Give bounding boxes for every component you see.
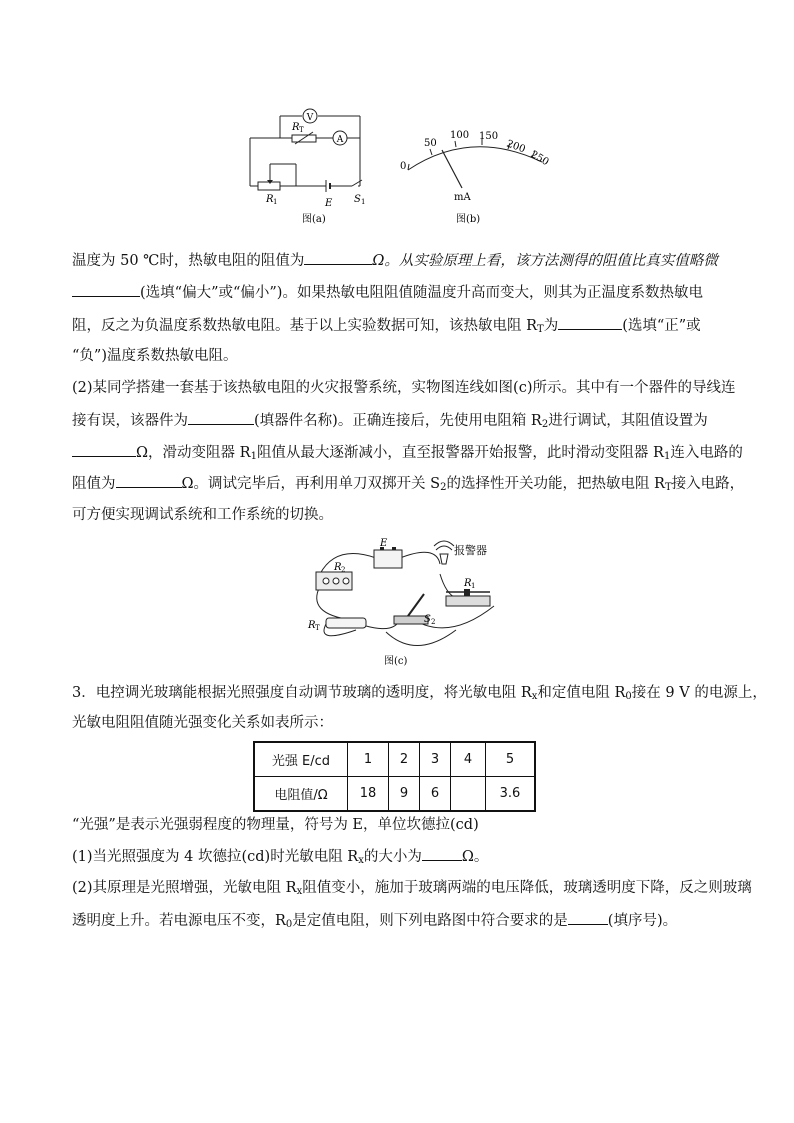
q3-q1-text-a: (1)当光照强度为 4 坎德拉(cd)时光敏电阻 R: [72, 849, 359, 865]
q3-text-a: 3．电控调光玻璃能根据光照强度自动调节玻璃的透明度，将光敏电阻 R: [72, 685, 532, 701]
voltmeter-label: V: [306, 113, 314, 123]
para2-text-d: 进行调试，其阻值设置为: [548, 413, 708, 429]
para2-line4: [72, 473, 744, 498]
para2-text-f: 阻值从最大逐渐减小，直至报警器开始报警，此时滑动变阻器 R: [256, 445, 664, 461]
table-cell: 18: [348, 777, 389, 812]
q3-text-d: 光敏电阻阻值随光强变化关系如表所示：: [72, 715, 333, 731]
q3-q1-text-b: 的大小为: [363, 849, 422, 865]
q3-text-c: 接在 9 V 的电源上，: [631, 685, 767, 701]
meter-tick-100: 100: [450, 130, 470, 141]
para2-text-g: 连入电路的: [670, 445, 743, 461]
para1-text-g: “负”)温度系数热敏电阻。: [72, 348, 238, 364]
answer-blank-coefficient[interactable]: [558, 315, 622, 330]
para2-text-b: 接有误，该器件为: [72, 413, 188, 429]
para1-text-d: 阻，反之为负温度系数热敏电阻。基于以上实验数据可知，该热敏电阻 R: [72, 318, 538, 334]
fig-c-rt-sub: T: [315, 624, 320, 632]
para1-line2: [72, 282, 703, 303]
r1-label-sub: 1: [273, 198, 278, 206]
q3-sub-b: 0: [625, 691, 632, 702]
para2-text-a: (2)某同学搭建一套基于该热敏电阻的火灾报警系统，实物图连线如图(c)所示。其中有一个器件的导线连: [72, 380, 736, 396]
answer-blank-device[interactable]: [188, 410, 254, 425]
para2-text-h: 阻值为: [72, 476, 116, 492]
para1-line3: [72, 315, 701, 340]
light-resistance-table: [253, 741, 536, 812]
q3-q1-text-c: Ω。: [461, 849, 489, 865]
meter-tick-0: 0: [400, 161, 407, 172]
q3-q3-text-b: 是定值电阻，则下列电路图中符合要求的是: [292, 913, 568, 929]
figure-b-meter: [396, 124, 556, 228]
q3-sub2: [72, 878, 752, 902]
para2-line2: [72, 410, 708, 435]
q3-sub1: [72, 846, 488, 871]
table-cell: 4: [451, 742, 486, 777]
q3-line1: [72, 683, 767, 707]
thermistor-device: [326, 618, 366, 628]
fig-c-s2-sub: 2: [431, 618, 436, 626]
table-header-light: 光强 E/cd: [254, 742, 348, 777]
para1-text-a: 温度为 50 ℃时，热敏电阻的阻值为: [72, 253, 305, 269]
fig-c-r1-label: R: [464, 578, 472, 589]
para2-text-e: Ω，滑动变阻器 R: [136, 445, 251, 461]
switch-device: [394, 616, 428, 624]
q3-q1-sub: x: [358, 855, 364, 866]
q3-q2-text-a: (2)其原理是光照增强，光敏电阻 R: [72, 880, 297, 896]
para2-sub-c: 1: [663, 451, 671, 462]
para2-line3: [72, 442, 743, 467]
para2-line1: [72, 378, 735, 398]
q3-sub-a: x: [531, 691, 538, 702]
q3-note-text: “光强”是表示光强弱程度的物理量，符号为 E，单位坎德拉(cd): [72, 817, 479, 833]
meter-unit: mA: [454, 192, 471, 203]
meter-tick-50: 50: [424, 138, 437, 149]
q3-q3-text-a: 透明度上升。若电源电压不变，R: [72, 913, 286, 929]
table-cell: 5: [486, 742, 536, 777]
meter-needle: [442, 150, 462, 188]
figure-b-caption: 图(b): [456, 214, 481, 225]
fig-c-r1-sub: 1: [471, 582, 476, 590]
table-row: [254, 742, 535, 777]
q3-line2: [72, 713, 333, 733]
q3-note: [72, 815, 479, 835]
para2-text-k: 接入电路，: [671, 476, 745, 492]
para2-line5: [72, 505, 333, 525]
fig-c-s2-label: S: [424, 614, 431, 625]
para1-text-f: (选填“正”或: [622, 318, 701, 334]
answer-blank-circuit[interactable]: [568, 910, 608, 925]
answer-blank-resistance[interactable]: [304, 250, 372, 265]
answer-blank-bias[interactable]: [72, 282, 140, 297]
fig-c-rt-label: R: [308, 620, 316, 631]
table-cell-empty[interactable]: [451, 777, 486, 812]
battery-label: E: [325, 198, 333, 209]
figure-a-caption: 图(a): [302, 214, 326, 225]
fig-c-r2-label: R: [334, 562, 342, 573]
table-cell: 9: [389, 777, 420, 812]
switch-label: S: [354, 194, 361, 205]
table-cell: 3: [420, 742, 451, 777]
q3-q2-text-b: 阻值变小，施加于玻璃两端的电压降低，玻璃透明度下降，反之则玻璃: [302, 880, 752, 896]
alarm-icon: [434, 541, 454, 564]
para1-text-b: Ω。从实验原理上看，该方法测得的阻值比真实值略微: [372, 253, 718, 269]
para1-text-e: 为: [543, 318, 559, 334]
table-cell: 3.6: [486, 777, 536, 812]
table-cell: 6: [420, 777, 451, 812]
para1-line4: [72, 346, 237, 366]
para2-text-i: Ω。调试完毕后，再利用单刀双掷开关 S: [181, 476, 441, 492]
rt-label-sub: T: [299, 126, 304, 134]
battery-box: [374, 550, 402, 568]
para2-text-j: 的选择性开关功能，把热敏电阻 R: [446, 476, 665, 492]
answer-blank-r2-value[interactable]: [72, 442, 136, 457]
figure-c-caption: 图(c): [384, 656, 408, 667]
ammeter-label: A: [336, 135, 344, 145]
answer-blank-r1-value[interactable]: [116, 473, 182, 488]
switch-label-sub: 1: [361, 198, 366, 206]
fig-c-battery-label: E: [380, 538, 388, 549]
fig-c-alarm-label: 报警器: [454, 544, 487, 557]
q3-sub3: [72, 910, 677, 935]
para2-sub-b: 1: [250, 451, 257, 462]
table-cell: 1: [348, 742, 389, 777]
q3-text-b: 和定值电阻 R: [537, 685, 626, 701]
meter-tick-250: 250: [528, 149, 551, 169]
para2-sub-e: T: [664, 482, 672, 493]
meter-tick-150: 150: [479, 131, 499, 142]
table-cell: 2: [389, 742, 420, 777]
r1-label: R: [266, 194, 274, 205]
para1-sub: T: [537, 324, 544, 335]
rheostat-device: [446, 596, 490, 606]
para2-text-l: 可方便实现调试系统和工作系统的切换。: [72, 507, 333, 523]
answer-blank-rx[interactable]: [422, 846, 462, 861]
q3-q3-sub: 0: [285, 919, 293, 930]
fig-c-r2-sub: 2: [341, 566, 346, 574]
rheostat-symbol: [258, 182, 280, 190]
para1-text-c: (选填“偏大”或“偏小”)。如果热敏电阻阻值随温度升高而变大，则其为正温度系数热敏电: [140, 285, 703, 301]
table-header-resistance: 电阻值/Ω: [254, 777, 348, 812]
q3-q2-sub: x: [296, 886, 303, 897]
rt-label: R: [292, 122, 300, 133]
para1-line1: [72, 250, 718, 271]
para2-sub-a: 2: [541, 419, 549, 430]
figure-c-wiring: [296, 534, 506, 672]
para2-text-c: (填器件名称)。正确连接后，先使用电阻箱 R: [254, 413, 542, 429]
meter-tick-200: 200: [504, 138, 527, 156]
table-row: [254, 777, 535, 812]
q3-q3-text-c: (填序号)。: [607, 913, 678, 929]
figure-a-circuit: [240, 104, 390, 226]
para2-sub-d: 2: [440, 482, 447, 493]
